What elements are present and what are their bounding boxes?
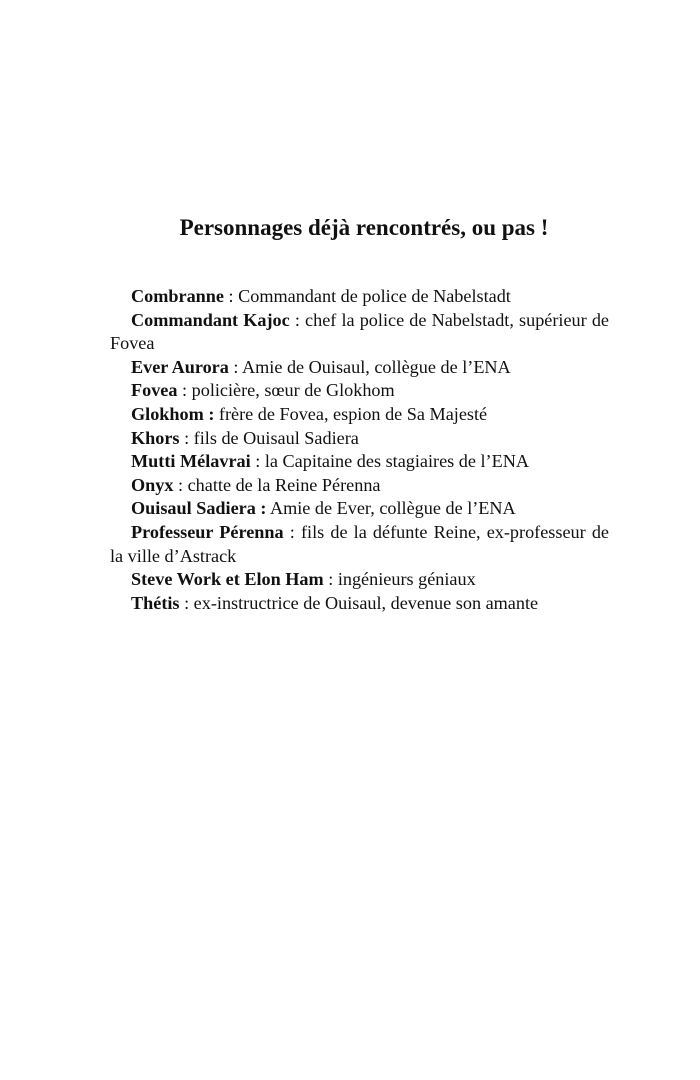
- character-entry: [110, 427, 609, 451]
- character-name: Ouisaul Sadiera :: [131, 498, 267, 519]
- character-entry: [110, 403, 609, 427]
- character-description: ex-instructrice de Ouisaul, devenue son amante: [193, 592, 539, 613]
- separator: :: [179, 592, 194, 613]
- separator: :: [250, 451, 265, 472]
- character-entry: [110, 568, 609, 592]
- separator: :: [283, 521, 301, 542]
- separator: :: [177, 380, 192, 401]
- character-description: chef la police de Nabelstadt, supérieur de Fovea: [110, 309, 609, 354]
- character-description: Commandant de police de Nabelstadt: [238, 286, 511, 306]
- character-entry: [110, 309, 609, 356]
- character-description: fils de la défunte Reine, ex-professeur de la ville d’Astrack: [110, 521, 609, 566]
- character-name: Combranne: [131, 286, 224, 306]
- character-description: ingénieurs géniaux: [337, 569, 476, 590]
- character-name: Fovea: [131, 380, 178, 401]
- character-entry: [110, 497, 609, 521]
- character-description: chatte de la Reine Pérenna: [187, 474, 381, 495]
- character-description: Amie de Ouisaul, collègue de l’ENA: [242, 356, 511, 377]
- character-entry: [110, 592, 609, 616]
- character-description: Amie de Ever, collègue de l’ENA: [269, 498, 516, 519]
- character-entry: [110, 379, 609, 403]
- character-description: frère de Fovea, espion de Sa Majesté: [218, 403, 488, 424]
- character-name: Glokhom :: [131, 403, 215, 424]
- character-entry: [110, 285, 609, 309]
- character-list: [110, 285, 609, 615]
- character-description: la Capitaine des stagiaires de l’ENA: [264, 451, 529, 472]
- character-entry: [110, 474, 609, 498]
- character-entry: [110, 521, 609, 568]
- character-name: Ever Aurora: [131, 356, 229, 377]
- separator: :: [223, 286, 239, 306]
- character-entry: [110, 450, 609, 474]
- page-title: Personnages déjà rencontrés, ou pas !: [179, 215, 549, 240]
- character-name: Onyx: [131, 474, 174, 495]
- character-name: Professeur Pérenna: [131, 521, 284, 542]
- character-name: Thétis: [131, 592, 180, 613]
- character-name: Commandant Kajoc: [131, 309, 290, 330]
- character-name: Khors: [131, 427, 180, 448]
- character-name: Mutti Mélavrai: [131, 451, 251, 472]
- separator: :: [289, 309, 306, 330]
- separator: :: [228, 356, 242, 377]
- character-description: policière, sœur de Glokhom: [191, 380, 395, 401]
- separator: :: [179, 427, 194, 448]
- character-description: fils de Ouisaul Sadiera: [193, 427, 359, 448]
- separator: :: [173, 474, 188, 495]
- separator: :: [323, 569, 338, 590]
- character-name: Steve Work et Elon Ham: [131, 569, 324, 590]
- character-entry: [110, 356, 609, 380]
